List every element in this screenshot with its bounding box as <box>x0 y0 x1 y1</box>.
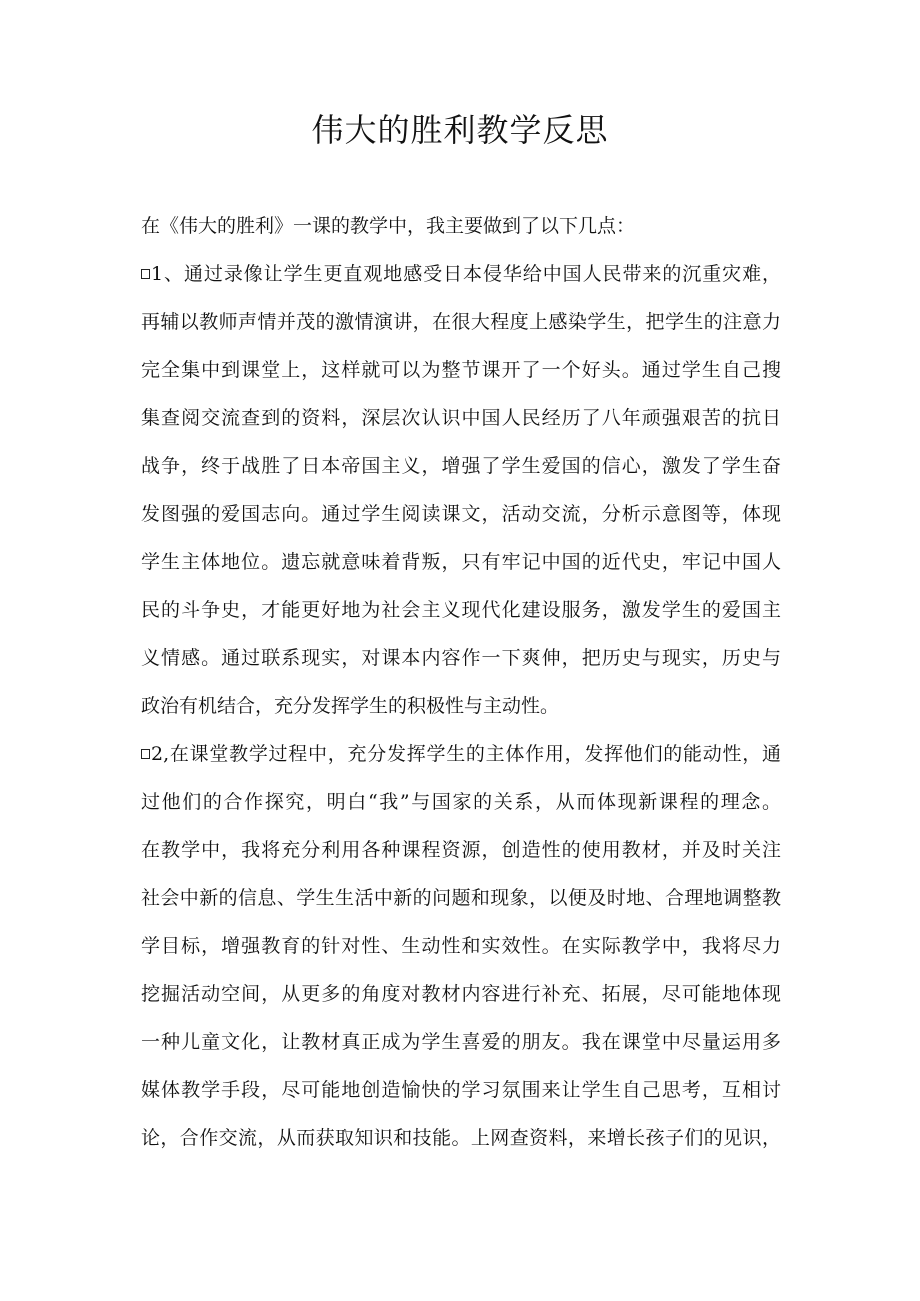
body-line <box>141 1071 781 1109</box>
body-line <box>141 783 781 821</box>
line-text: 社会中新的信息、学生生活中新的问题和现象，以便及时地、合理地调整教 <box>141 887 781 909</box>
body-line <box>141 399 781 437</box>
body-line <box>141 1119 781 1157</box>
line-text: 媒体教学手段，尽可能地创造愉快的学习氛围来让学生自己思考，互相讨 <box>141 1079 781 1101</box>
line-text: 再辅以教师声情并茂的激情演讲，在很大程度上感染学生，把学生的注意力 <box>141 311 781 333</box>
body-line <box>141 927 781 965</box>
line-text: 在教学中，我将充分利用各种课程资源，创造性的使用教材，并及时关注 <box>141 839 781 861</box>
checkbox-glyph-icon <box>141 749 150 759</box>
line-text: 民的斗争史，才能更好地为社会主义现代化建设服务，激发学生的爱国主 <box>141 599 781 621</box>
body-line <box>141 543 781 581</box>
line-text: 战争，终于战胜了日本帝国主义，增强了学生爱国的信心，激发了学生奋 <box>141 455 781 477</box>
line-text: 过他们的合作探究，明白“我”与国家的关系，从而体现新课程的理念。 <box>141 791 781 813</box>
line-text: 发图强的爱国志向。通过学生阅读课文，活动交流，分析示意图等，体现 <box>141 503 781 525</box>
document-title: 伟大的胜利教学反思 <box>311 111 609 149</box>
line-text: 学目标，增强教育的针对性、生动性和实效性。在实际教学中，我将尽力 <box>141 935 781 957</box>
line-text: 在《伟大的胜利》一课的教学中，我主要做到了以下几点： <box>141 215 636 237</box>
line-text: 挖掘活动空间，从更多的角度对教材内容进行补充、拓展，尽可能地体现 <box>141 983 781 1005</box>
body-line <box>141 591 781 629</box>
body-line <box>141 831 781 869</box>
line-text: 论，合作交流，从而获取知识和技能。上网查资料，来增长孩子们的见识， <box>141 1127 781 1149</box>
line-text: 义情感。通过联系现实，对课本内容作一下爽伸，把历史与现实，历史与 <box>141 647 781 669</box>
body-line <box>141 255 781 293</box>
body-line <box>141 303 781 341</box>
line-text: 1、通过录像让学生更直观地感受日本侵华给中国人民带来的沉重灾难， <box>151 263 781 285</box>
body-line <box>141 207 781 245</box>
body-line <box>141 495 781 533</box>
body-line <box>141 879 781 917</box>
line-text: 完全集中到课堂上，这样就可以为整节课开了一个好头。通过学生自己搜 <box>141 359 781 381</box>
body-line <box>141 1023 781 1061</box>
body-line <box>141 351 781 389</box>
line-text: 集查阅交流查到的资料，深层次认识中国人民经历了八年顽强艰苦的抗日 <box>141 407 781 429</box>
body-line <box>141 735 781 773</box>
line-text: 政治有机结合，充分发挥学生的积极性与主动性。 <box>141 695 560 717</box>
line-text: 学生主体地位。遗忘就意味着背叛，只有牢记中国的近代史，牢记中国人 <box>141 551 781 573</box>
body-line <box>141 447 781 485</box>
line-text: 2,在课堂教学过程中，充分发挥学生的主体作用，发挥他们的能动性，通 <box>151 743 781 765</box>
checkbox-glyph-icon <box>141 269 150 279</box>
body-line <box>141 687 781 725</box>
body-line <box>141 975 781 1013</box>
line-text: 一种儿童文化，让教材真正成为学生喜爱的朋友。我在课堂中尽量运用多 <box>141 1031 781 1053</box>
body-line <box>141 639 781 677</box>
